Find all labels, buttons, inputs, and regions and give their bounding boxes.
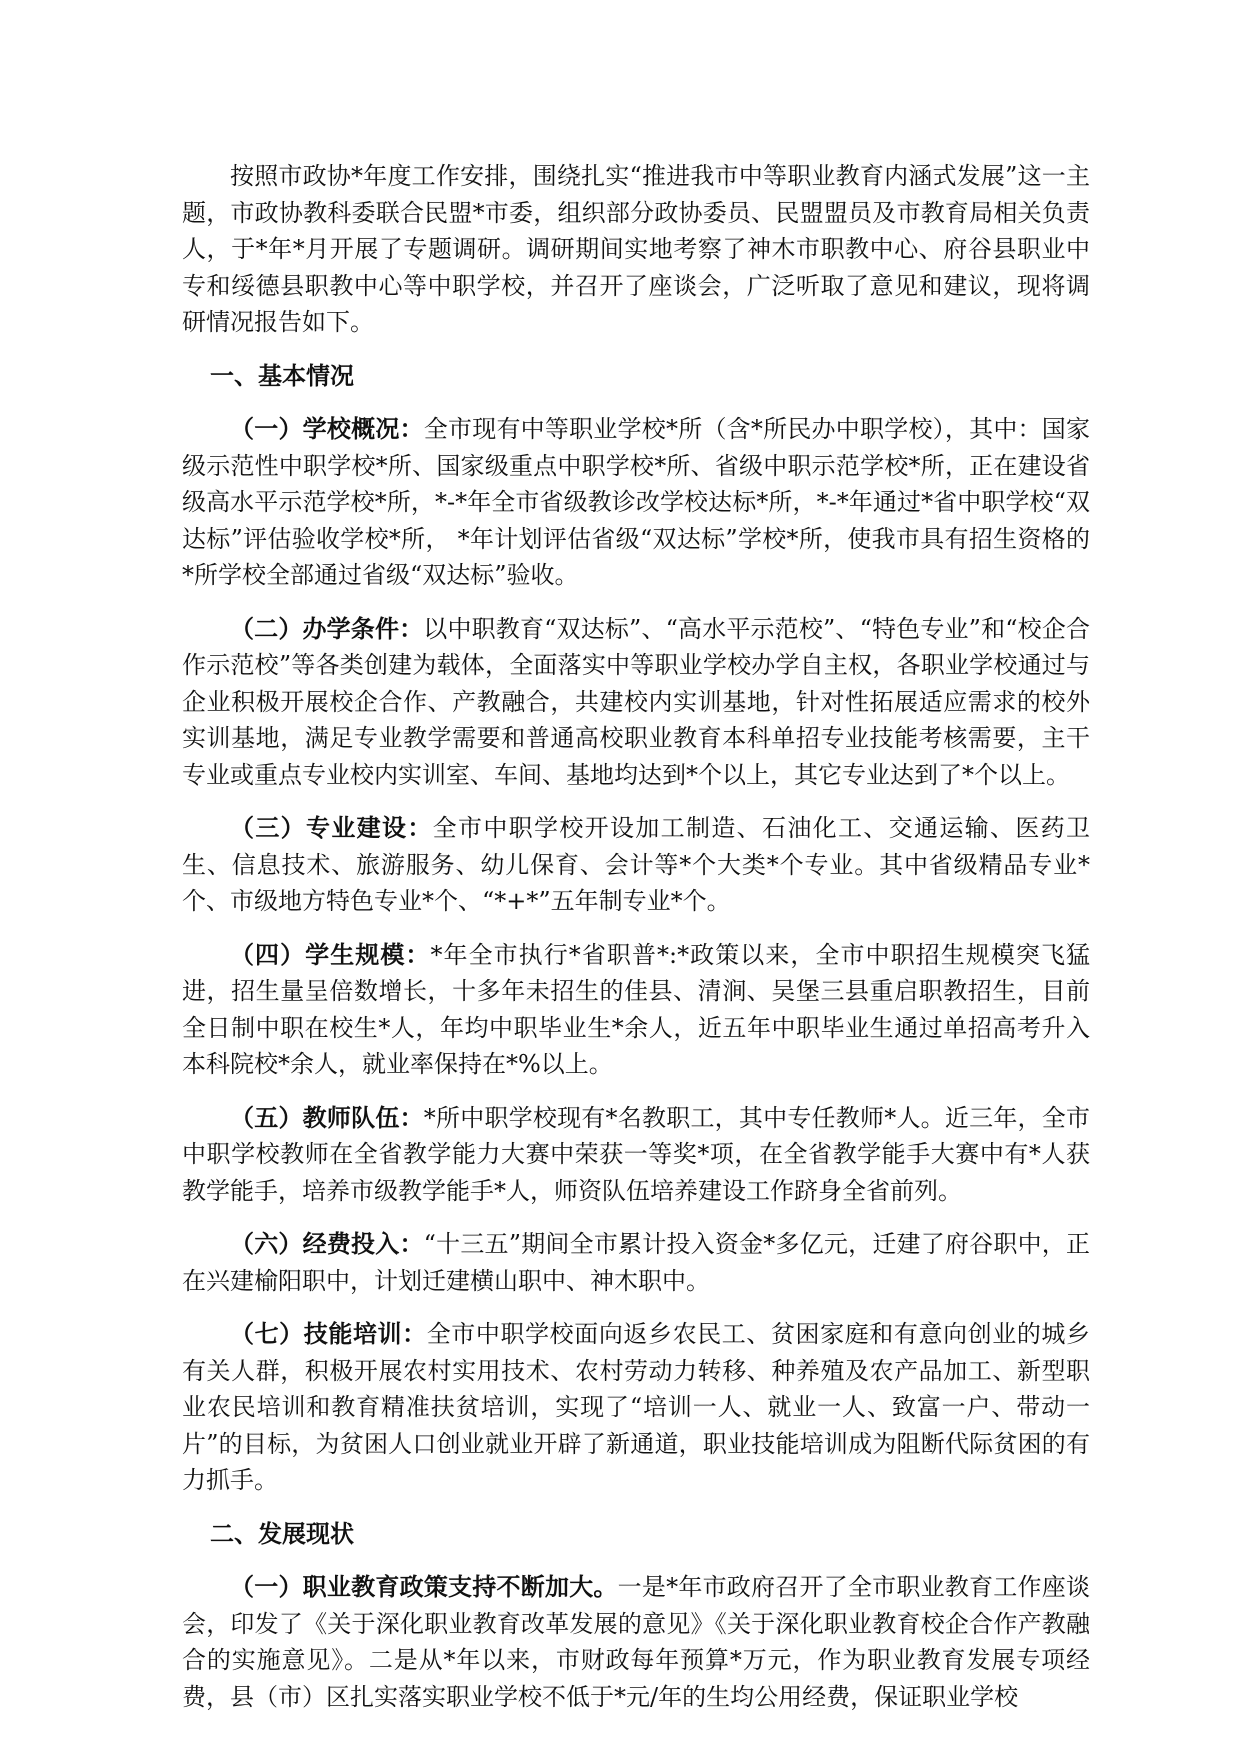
paragraph-lead: （一）职业教育政策支持不断加大。 [230, 1572, 618, 1601]
paragraph-student-scale [182, 937, 1090, 1083]
paragraph-school-overview [182, 411, 1090, 594]
paragraph-text: *所中职学校现有*名教职工，其中专任教师*人。近三年，全市中职学校教师在全省教学能力大赛中荣获一等奖*项，在全省教学能手大赛中有*人获教学能手，培养市级教学能手*人，师资队伍培养建设工作跻身全省前列。 [182, 1103, 1091, 1205]
paragraph-text: 全市中职学校开设加工制造、石油化工、交通运输、医药卫生、信息技术、旅游服务、幼儿保育、会计等*个大类*个专业。其中省级精品专业*个、市级地方特色专业*个、“*+*”五年制专业*个。 [182, 814, 1091, 915]
paragraph-lead: （六）经费投入： [230, 1229, 424, 1258]
paragraph-lead: （七）技能培训： [230, 1319, 427, 1348]
paragraph-lead: （二）办学条件： [230, 613, 424, 643]
paragraph-text: 一是*年市政府召开了全市职业教育工作座谈会，印发了《关于深化职业教育改革发展的意见》《关于深化职业教育校企合作产教融合的实施意见》。二是从*年以来，市财政每年预算*万元，作为职业教育发展专项经费，县（市）区扎实落实职业学校不低于*元/年的生均公用经费，保证职业学校 [182, 1573, 1090, 1711]
paragraph-text: *年全市执行*省职普*:*政策以来，全市中职招生规模突飞猛进，招生量呈倍数增长，十多年未招生的佳县、清涧、吴堡三县重启职教招生，目前全日制中职在校生*人，年均中职毕业生*余人，近五年中职毕业生通过单招高考升入本科院校*余人，就业率保持在*%以上。 [182, 940, 1090, 1078]
paragraph-text: 全市现有中等职业学校*所（含*所民办中职学校），其中：国家级示范性中职学校*所、国家级重点中职学校*所、省级中职示范学校*所，正在建设省级高水平示范学校*所，*-*年全市省级教诊改学校达标*所，*-*年通过*省中职学校“双达标”评估验收学校*所， *年计划评估省级“双达标”学校*所，使我市具有招生资格的*所学校全部通过省级“双达标”验收。 [182, 415, 1091, 589]
section-heading-development-status: 二、发展现状 [210, 1518, 354, 1548]
paragraph-teaching-staff [182, 1100, 1090, 1210]
paragraph-skills-training [182, 1316, 1090, 1499]
paragraph-text: “十三五”期间全市累计投入资金*多亿元，迁建了府谷职中，正在兴建榆阳职中，计划迁建横山职中、神木职中。 [182, 1230, 1090, 1295]
document-page [182, 158, 1090, 1715]
paragraph-major-construction [182, 810, 1090, 920]
paragraph-funding [182, 1226, 1090, 1299]
paragraph-lead: （四）学生规模： [230, 939, 431, 969]
section-heading-basic-situation: 一、基本情况 [210, 360, 354, 390]
paragraph-policy-support [182, 1569, 1090, 1715]
paragraph-school-conditions [182, 611, 1090, 794]
paragraph-lead: （五）教师队伍： [230, 1102, 424, 1132]
intro-paragraph: 按照市政协*年度工作安排，围绕扎实“推进我市中等职业教育内涵式发展”这一主题，市政协教科委联合民盟*市委，组织部分政协委员、民盟盟员及市教育局相关负责人，于*年*月开展了专题调研。调研期间实地考察了神木市职教中心、府谷县职业中专和绥德县职教中心等中职学校，并召开了座谈会，广泛听取了意见和建议，现将调研情况报告如下。 [182, 162, 1090, 336]
paragraph-lead: （一）学校概况： [230, 414, 424, 443]
paragraph-text: 以中职教育“双达标”、“高水平示范校”、“特色专业”和“校企合作示范校”等各类创建为载体，全面落实中等职业学校办学自主权，各职业学校通过与企业积极开展校企合作、产教融合，共建校内实训基地，针对性拓展适应需求的校外实训基地，满足专业教学需要和普通高校职业教育本科单招专业技能考核需要，主干专业或重点专业校内实训室、车间、基地均达到*个以上，其它专业达到了*个以上。 [182, 614, 1091, 789]
paragraph-text: 全市中职学校面向返乡农民工、贫困家庭和有意向创业的城乡有关人群，积极开展农村实用技术、农村劳动力转移、种养殖及农产品加工、新型职业农民培训和教育精准扶贫培训，实现了“培训一人、就业一人、致富一户、带动一片”的目标，为贫困人口创业就业开辟了新通道，职业技能培训成为阻断代际贫困的有力抓手。 [182, 1320, 1091, 1494]
paragraph-lead: （三）专业建设： [230, 813, 433, 842]
